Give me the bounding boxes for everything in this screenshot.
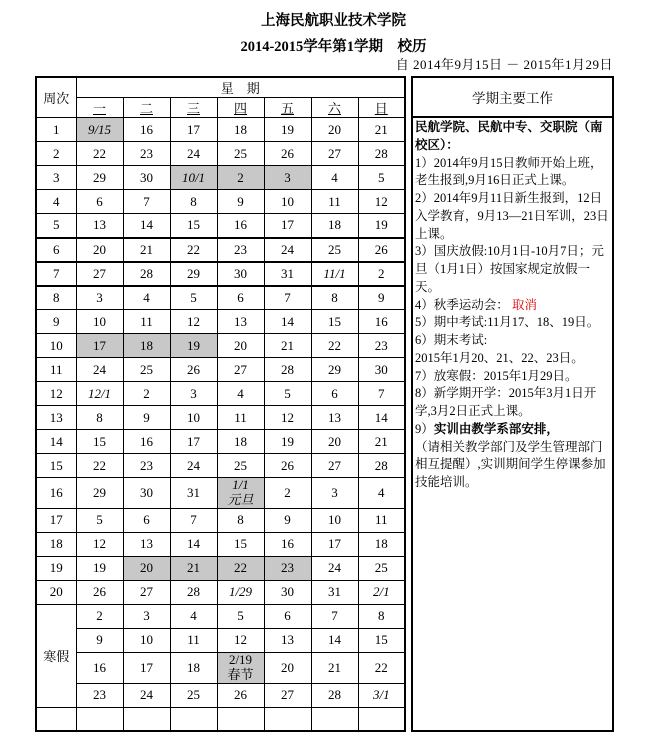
week-row — [36, 310, 405, 334]
calendar-day-cell: 13 — [311, 406, 358, 430]
calendar-day-cell: 12 — [217, 628, 264, 652]
calendar-day-cell: 3 — [264, 166, 311, 190]
day-header: 六 — [311, 98, 358, 118]
calendar-day-cell: 18 — [123, 334, 170, 358]
calendar-day-cell: 24 — [170, 142, 217, 166]
calendar-day-cell: 23 — [264, 556, 311, 580]
calendar-day-cell: 30 — [123, 478, 170, 509]
week-row — [36, 286, 405, 310]
calendar-day-cell: 21 — [264, 334, 311, 358]
calendar-day-cell: 22 — [76, 454, 123, 478]
calendar-day-cell: 11 — [123, 310, 170, 334]
calendar-day-cell: 24 — [264, 238, 311, 262]
calendar-day-cell: 15 — [358, 628, 405, 652]
note-text: （请相关教学部门及学生管理部门相互提醒）,实训期间学生停课参加技能培训。 — [415, 439, 606, 489]
weekday-group-header-row — [36, 77, 405, 98]
calendar-day-cell: 7 — [170, 508, 217, 532]
note-line — [415, 368, 610, 386]
calendar-day-cell: 27 — [311, 454, 358, 478]
notes-panel — [411, 76, 614, 732]
calendar-day-cell: 21 — [123, 238, 170, 262]
calendar-day-cell: 5 — [217, 604, 264, 628]
calendar-day-cell: 25 — [217, 454, 264, 478]
note-cancelled-text: 取消 — [508, 297, 537, 312]
calendar-day-cell: 7 — [264, 286, 311, 310]
note-text: 6）期末考试: — [415, 333, 488, 347]
empty-row — [36, 707, 405, 731]
calendar-day-cell: 26 — [217, 683, 264, 707]
calendar-day-cell: 10 — [311, 508, 358, 532]
calendar-day-cell: 9 — [358, 286, 405, 310]
calendar-day-cell: 2 — [76, 604, 123, 628]
calendar-day-cell: 4 — [311, 166, 358, 190]
calendar-day-cell: 31 — [264, 262, 311, 286]
calendar-day-cell: 26 — [170, 358, 217, 382]
week-number: 19 — [36, 556, 76, 580]
calendar-day-cell: 8 — [76, 406, 123, 430]
week-row — [36, 430, 405, 454]
calendar-day-cell: 12 — [76, 532, 123, 556]
calendar-day-cell: 20 — [311, 430, 358, 454]
week-row — [36, 166, 405, 190]
week-number: 13 — [36, 406, 76, 430]
note-line — [415, 119, 610, 155]
note-text: 9） — [415, 421, 434, 436]
calendar-day-cell: 31 — [311, 580, 358, 604]
calendar-day-cell: 11 — [358, 508, 405, 532]
empty-cell — [358, 707, 405, 731]
calendar-day-cell: 10 — [170, 406, 217, 430]
week-row — [36, 454, 405, 478]
calendar-day-cell: 10 — [76, 310, 123, 334]
calendar-day-cell: 4 — [217, 382, 264, 406]
week-row — [36, 142, 405, 166]
note-text: 3）国庆放假:10月1日-10月7日；元旦（1月1日）按国家规定放假一天。 — [415, 244, 604, 294]
week-row — [36, 262, 405, 286]
week-number: 15 — [36, 454, 76, 478]
vacation-row — [36, 683, 405, 707]
calendar-day-cell: 30 — [123, 166, 170, 190]
week-row — [36, 406, 405, 430]
note-line — [415, 439, 610, 492]
calendar-day-cell: 15 — [311, 310, 358, 334]
calendar-day-cell: 21 — [358, 430, 405, 454]
calendar-day-cell: 10 — [123, 628, 170, 652]
calendar-day-cell: 28 — [123, 262, 170, 286]
calendar-day-cell: 14 — [358, 406, 405, 430]
calendar-day-cell: 6 — [311, 382, 358, 406]
day-header: 三 — [170, 98, 217, 118]
calendar-day-cell: 19 — [358, 214, 405, 238]
calendar-day-cell: 25 — [123, 358, 170, 382]
calendar-day-cell: 4 — [170, 604, 217, 628]
calendar-day-cell: 6 — [123, 508, 170, 532]
calendar-day-cell: 5 — [170, 286, 217, 310]
day-header: 五 — [264, 98, 311, 118]
week-number: 17 — [36, 508, 76, 532]
calendar-day-cell: 29 — [76, 478, 123, 509]
note-text: 4）秋季运动会： — [415, 297, 509, 312]
calendar-day-cell: 2/1 — [358, 580, 405, 604]
week-number: 20 — [36, 580, 76, 604]
note-line — [415, 314, 610, 332]
calendar-day-cell: 20 — [76, 238, 123, 262]
week-row — [36, 556, 405, 580]
calendar-day-cell: 15 — [170, 214, 217, 238]
calendar-table — [35, 76, 406, 732]
calendar-day-cell: 29 — [76, 166, 123, 190]
calendar-day-cell: 14 — [264, 310, 311, 334]
calendar-day-cell: 14 — [123, 214, 170, 238]
calendar-day-cell: 19 — [264, 430, 311, 454]
calendar-day-cell: 9 — [76, 628, 123, 652]
calendar-day-cell: 11 — [170, 628, 217, 652]
note-text: 1）2014年9月15日教师开始上班，老生报到,9月16日正式上课。 — [415, 155, 603, 188]
calendar-day-cell: 2 — [358, 262, 405, 286]
calendar-day-cell: 3/1 — [358, 683, 405, 707]
calendar-day-cell: 9/15 — [76, 118, 123, 142]
calendar-day-cell: 4 — [358, 478, 405, 509]
calendar-day-cell: 8 — [358, 604, 405, 628]
calendar-day-cell: 19 — [264, 118, 311, 142]
note-text: 2）2014年9月11日新生报到，12日入学教育，9月13—21日军训，23日上课。 — [415, 191, 609, 241]
calendar-day-cell: 5 — [264, 382, 311, 406]
notes-header: 学期主要工作 — [413, 78, 612, 118]
calendar-day-cell: 5 — [358, 166, 405, 190]
note-text: 8）新学期开学：2015年3月1日开学,3月2日正式上课。 — [415, 386, 597, 418]
note-line — [415, 332, 610, 350]
calendar-day-cell: 25 — [170, 683, 217, 707]
calendar-day-cell: 22 — [217, 556, 264, 580]
note-text: 民航学院、民航中专、交职院（南校区）： — [415, 120, 603, 152]
calendar-day-cell: 3 — [76, 286, 123, 310]
calendar-day-cell: 7 — [123, 190, 170, 214]
calendar-day-cell: 17 — [311, 532, 358, 556]
week-row — [36, 580, 405, 604]
calendar-day-cell: 25 — [311, 238, 358, 262]
calendar-day-cell: 2 — [123, 382, 170, 406]
calendar-day-cell: 14 — [311, 628, 358, 652]
calendar-day-cell: 23 — [123, 454, 170, 478]
calendar-day-cell: 11 — [217, 406, 264, 430]
day-header: 四 — [217, 98, 264, 118]
calendar-day-cell: 23 — [76, 683, 123, 707]
calendar-day-cell: 27 — [217, 358, 264, 382]
calendar-day-cell: 25 — [358, 556, 405, 580]
calendar-day-cell: 23 — [358, 334, 405, 358]
calendar-day-cell: 14 — [170, 532, 217, 556]
calendar-day-cell: 2/19 春节 — [217, 652, 264, 683]
calendar-day-cell: 9 — [264, 508, 311, 532]
calendar-day-cell: 20 — [264, 652, 311, 683]
calendar-day-cell: 24 — [76, 358, 123, 382]
calendar-day-cell: 10 — [264, 190, 311, 214]
week-number: 14 — [36, 430, 76, 454]
calendar-day-cell: 30 — [264, 580, 311, 604]
calendar-day-cell: 28 — [264, 358, 311, 382]
calendar-day-cell: 13 — [123, 532, 170, 556]
calendar-day-cell: 27 — [123, 580, 170, 604]
empty-cell — [76, 707, 123, 731]
calendar-day-cell: 12 — [358, 190, 405, 214]
week-number: 8 — [36, 286, 76, 310]
week-number: 10 — [36, 334, 76, 358]
calendar-day-cell: 25 — [217, 142, 264, 166]
vacation-row — [36, 652, 405, 683]
calendar-day-cell: 22 — [76, 142, 123, 166]
calendar-day-cell: 16 — [123, 430, 170, 454]
week-row — [36, 118, 405, 142]
calendar-day-cell: 2 — [217, 166, 264, 190]
calendar-day-cell: 11 — [311, 190, 358, 214]
calendar-layout — [35, 76, 614, 732]
calendar-day-cell: 8 — [311, 286, 358, 310]
empty-cell — [311, 707, 358, 731]
calendar-day-cell: 22 — [311, 334, 358, 358]
week-number: 3 — [36, 166, 76, 190]
calendar-day-cell: 16 — [358, 310, 405, 334]
calendar-day-cell: 28 — [358, 454, 405, 478]
calendar-day-cell: 16 — [217, 214, 264, 238]
week-number: 9 — [36, 310, 76, 334]
calendar-day-cell: 20 — [311, 118, 358, 142]
day-header: 二 — [123, 98, 170, 118]
week-row — [36, 358, 405, 382]
calendar-day-cell: 30 — [358, 358, 405, 382]
calendar-day-cell: 17 — [123, 652, 170, 683]
note-line — [415, 385, 610, 421]
calendar-day-cell: 6 — [217, 286, 264, 310]
calendar-day-cell: 21 — [358, 118, 405, 142]
empty-cell — [170, 707, 217, 731]
calendar-day-cell: 6 — [264, 604, 311, 628]
note-text: 5）期中考试:11月17、18、19日。 — [415, 315, 600, 330]
calendar-day-cell: 16 — [76, 652, 123, 683]
calendar-day-cell: 23 — [217, 238, 264, 262]
week-number: 4 — [36, 190, 76, 214]
week-row — [36, 532, 405, 556]
empty-cell — [264, 707, 311, 731]
calendar-day-cell: 24 — [311, 556, 358, 580]
day-header: 一 — [76, 98, 123, 118]
calendar-day-cell: 27 — [311, 142, 358, 166]
calendar-day-cell: 27 — [76, 262, 123, 286]
calendar-day-cell: 1/29 — [217, 580, 264, 604]
week-number: 6 — [36, 238, 76, 262]
calendar-day-cell: 13 — [264, 628, 311, 652]
calendar-day-cell: 13 — [76, 214, 123, 238]
calendar-day-cell: 17 — [76, 334, 123, 358]
calendar-day-cell: 21 — [311, 652, 358, 683]
week-header: 星 期 — [76, 77, 405, 98]
day-header-row — [36, 98, 405, 118]
calendar-day-cell: 18 — [311, 214, 358, 238]
date-range: 自 2014年9月15日 － 2015年1月29日 — [395, 57, 613, 72]
calendar-day-cell: 2 — [264, 478, 311, 509]
calendar-day-cell: 11/1 — [311, 262, 358, 286]
note-text: 实训由教学系部安排， — [433, 421, 559, 436]
empty-cell — [36, 707, 76, 731]
week-number: 1 — [36, 118, 76, 142]
calendar-day-cell: 27 — [264, 683, 311, 707]
calendar-day-cell: 26 — [76, 580, 123, 604]
week-col-header: 周次 — [36, 77, 76, 118]
calendar-day-cell: 9 — [217, 190, 264, 214]
calendar-day-cell: 28 — [311, 683, 358, 707]
week-row — [36, 478, 405, 509]
calendar-day-cell: 16 — [264, 532, 311, 556]
calendar-day-cell: 15 — [76, 430, 123, 454]
vacation-label: 寒假 — [36, 604, 76, 707]
calendar-day-cell: 18 — [170, 652, 217, 683]
calendar-day-cell: 22 — [170, 238, 217, 262]
note-line — [415, 297, 610, 315]
calendar-day-cell: 29 — [311, 358, 358, 382]
note-text: 7）放寒假：2015年1月29日。 — [415, 368, 578, 383]
calendar-day-cell: 26 — [358, 238, 405, 262]
notes-body — [413, 118, 612, 730]
calendar-day-cell: 24 — [123, 683, 170, 707]
calendar-day-cell: 19 — [170, 334, 217, 358]
week-row — [36, 334, 405, 358]
note-line — [415, 243, 610, 296]
calendar-day-cell: 30 — [217, 262, 264, 286]
week-number: 18 — [36, 532, 76, 556]
calendar-day-cell: 7 — [358, 382, 405, 406]
calendar-day-cell: 19 — [76, 556, 123, 580]
calendar-day-cell: 26 — [264, 454, 311, 478]
calendar-day-cell: 3 — [311, 478, 358, 509]
week-row — [36, 508, 405, 532]
week-number: 12 — [36, 382, 76, 406]
note-text: 2015年1月20、21、22、23日。 — [415, 350, 584, 365]
calendar-day-cell: 21 — [170, 556, 217, 580]
day-header: 日 — [358, 98, 405, 118]
calendar-day-cell: 12/1 — [76, 382, 123, 406]
note-line — [415, 350, 610, 368]
calendar-day-cell: 16 — [123, 118, 170, 142]
week-number: 11 — [36, 358, 76, 382]
calendar-day-cell: 3 — [123, 604, 170, 628]
vacation-row — [36, 628, 405, 652]
calendar-day-cell: 20 — [217, 334, 264, 358]
calendar-day-cell: 5 — [76, 508, 123, 532]
calendar-day-cell: 17 — [264, 214, 311, 238]
calendar-day-cell: 18 — [217, 118, 264, 142]
week-number: 7 — [36, 262, 76, 286]
calendar-day-cell: 12 — [264, 406, 311, 430]
note-line — [415, 155, 610, 191]
page-title: 上海民航职业技术学院 — [261, 13, 406, 29]
calendar-day-cell: 28 — [358, 142, 405, 166]
calendar-day-cell: 6 — [76, 190, 123, 214]
calendar-day-cell: 18 — [358, 532, 405, 556]
empty-cell — [123, 707, 170, 731]
calendar-day-cell: 23 — [123, 142, 170, 166]
calendar-day-cell: 15 — [217, 532, 264, 556]
vacation-row — [36, 604, 405, 628]
calendar-day-cell: 4 — [123, 286, 170, 310]
calendar-day-cell: 7 — [311, 604, 358, 628]
empty-cell — [217, 707, 264, 731]
calendar-day-cell: 24 — [170, 454, 217, 478]
calendar-day-cell: 13 — [217, 310, 264, 334]
week-number: 5 — [36, 214, 76, 238]
week-row — [36, 190, 405, 214]
week-row — [36, 214, 405, 238]
week-number: 2 — [36, 142, 76, 166]
calendar-day-cell: 9 — [123, 406, 170, 430]
calendar-day-cell: 29 — [170, 262, 217, 286]
calendar-day-cell: 17 — [170, 118, 217, 142]
week-number: 16 — [36, 478, 76, 509]
calendar-day-cell: 28 — [170, 580, 217, 604]
week-row — [36, 382, 405, 406]
note-line — [415, 421, 610, 439]
calendar-day-cell: 26 — [264, 142, 311, 166]
calendar-day-cell: 8 — [217, 508, 264, 532]
calendar-day-cell: 17 — [170, 430, 217, 454]
note-line — [415, 190, 610, 243]
calendar-day-cell: 31 — [170, 478, 217, 509]
page-subtitle: 2014-2015学年第1学期 校历 — [240, 39, 427, 55]
calendar-day-cell: 1/1 元旦 — [217, 478, 264, 509]
calendar-day-cell: 3 — [170, 382, 217, 406]
calendar-day-cell: 8 — [170, 190, 217, 214]
calendar-day-cell: 12 — [170, 310, 217, 334]
calendar-day-cell: 20 — [123, 556, 170, 580]
calendar-day-cell: 18 — [217, 430, 264, 454]
calendar-day-cell: 10/1 — [170, 166, 217, 190]
calendar-day-cell: 22 — [358, 652, 405, 683]
week-row — [36, 238, 405, 262]
